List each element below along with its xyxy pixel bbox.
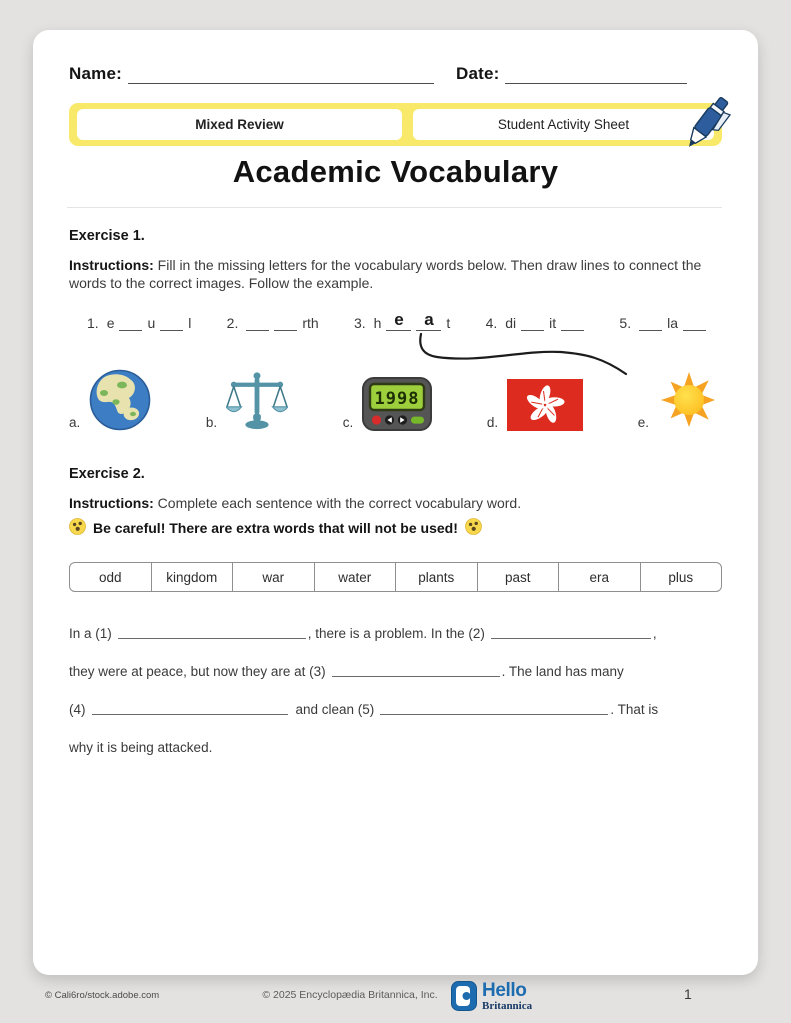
letter-blank-filled: a xyxy=(416,311,441,331)
paragraph-line-1 xyxy=(69,626,722,641)
page-number: 1 xyxy=(684,986,692,1002)
logo-britannica-text: Britannica xyxy=(482,1000,533,1012)
item-text: h xyxy=(373,315,382,331)
britannica-logo-icon xyxy=(451,981,477,1016)
item-number: 1. xyxy=(87,315,99,331)
paragraph-text: why it is being attacked. xyxy=(69,740,213,755)
vocab-item-2 xyxy=(227,311,319,331)
letter-blank xyxy=(119,316,142,331)
exercise2-instructions xyxy=(69,494,722,512)
paragraph-text: , there is a problem. In the (2) xyxy=(307,626,485,641)
image-option-d xyxy=(487,379,583,436)
image-option-a xyxy=(69,369,151,436)
vocab-item-4 xyxy=(486,311,585,331)
paragraph-text: (4) xyxy=(69,702,86,717)
sun-icon xyxy=(658,369,720,436)
instructions-text: Fill in the missing letters for the vocabulary words below. Then draw lines to connect the words to the correct images. Follow the example. xyxy=(69,257,702,292)
credit-center: © 2025 Encyclopædia Britannica, Inc. xyxy=(262,989,438,1001)
letter-blank xyxy=(683,316,706,331)
balance-scale-icon xyxy=(226,371,288,436)
paragraph-text: . That is xyxy=(610,702,659,717)
pager-icon xyxy=(362,377,432,436)
hello-britannica-logo xyxy=(451,981,532,1016)
images-row xyxy=(69,358,722,436)
worksheet-page xyxy=(33,30,758,975)
pager-screen-text: 1998 xyxy=(374,389,420,409)
answer-blank-4 xyxy=(92,704,288,715)
credit-left: © Cali6ro/stock.adobe.com xyxy=(45,990,160,1001)
letter-blank xyxy=(521,316,544,331)
item-text: u xyxy=(147,315,156,331)
letter-blank xyxy=(246,316,269,331)
paragraph-text: In a (1) xyxy=(69,626,112,641)
banner-left-pill: Mixed Review xyxy=(77,109,402,140)
image-option-b xyxy=(206,371,288,436)
word-bank-cell: past xyxy=(478,563,560,591)
banner-right-pill: Student Activity Sheet xyxy=(413,109,714,140)
item-number: 4. xyxy=(485,315,498,331)
answer-blank-2 xyxy=(491,628,651,639)
letter-blank xyxy=(561,316,584,331)
page-title: Academic Vocabulary xyxy=(232,154,559,189)
answer-blank-5 xyxy=(380,704,608,715)
exercise1-instructions xyxy=(69,256,722,293)
word-bank-cell: plus xyxy=(668,569,694,585)
exercise1-heading: Exercise 1. xyxy=(69,228,145,244)
item-text: e xyxy=(106,315,115,331)
image-label: c. xyxy=(342,415,354,430)
name-blank-line xyxy=(128,65,434,84)
name-label: Name: xyxy=(69,64,122,83)
item-text: l xyxy=(188,315,192,331)
warning-text: Be careful! There are extra words that will not be used! xyxy=(93,520,458,536)
paragraph-line-3 xyxy=(69,702,722,717)
item-text: it xyxy=(549,315,557,331)
word-bank-cell: war xyxy=(233,563,315,591)
vocab-items-row xyxy=(69,311,722,331)
instructions-label: Instructions: xyxy=(69,257,154,273)
image-option-e xyxy=(638,369,720,436)
dizzy-face-emoji xyxy=(465,518,482,538)
instructions-text: Complete each sentence with the correct vocabulary word. xyxy=(157,495,522,511)
vocab-item-3 xyxy=(354,311,450,331)
date-blank-line xyxy=(505,65,687,84)
instructions-label: Instructions: xyxy=(69,495,154,511)
name-date-row xyxy=(69,60,722,84)
paragraph-text: they were at peace, but now they are at (3) xyxy=(69,664,326,679)
image-option-c xyxy=(343,377,433,436)
word-bank-cell: water xyxy=(315,563,397,591)
paragraph-line-4 xyxy=(69,740,722,755)
dizzy-face-emoji xyxy=(69,518,86,538)
paragraph-line-2 xyxy=(69,664,722,679)
hong-kong-flag-icon xyxy=(507,379,583,436)
word-bank xyxy=(69,562,722,592)
item-number: 3. xyxy=(353,315,366,331)
paragraph-text: , xyxy=(652,626,657,641)
item-text: di xyxy=(505,315,517,331)
image-label: e. xyxy=(637,415,649,430)
item-number: 5. xyxy=(619,315,632,331)
word-bank-cell: era xyxy=(559,563,641,591)
word-bank-cell: kingdom xyxy=(152,563,234,591)
blue-pen-icon xyxy=(678,91,736,155)
exercise2-heading: Exercise 2. xyxy=(69,466,145,482)
warning-line xyxy=(69,518,722,538)
paragraph-text: . The land has many xyxy=(501,664,624,679)
globe-earth-icon xyxy=(89,369,151,436)
header-banner xyxy=(69,103,722,146)
logo-hello-text: Hello xyxy=(482,980,527,1001)
word-bank-cell: plants xyxy=(396,563,478,591)
letter-blank xyxy=(274,316,297,331)
date-label: Date: xyxy=(455,64,500,83)
answer-blank-3 xyxy=(332,666,500,677)
vocab-item-1 xyxy=(87,311,191,331)
word-bank-cell: odd xyxy=(70,563,152,591)
image-label: b. xyxy=(205,415,218,430)
item-number: 2. xyxy=(226,315,239,331)
item-text: t xyxy=(446,315,451,331)
paragraph-text: and clean (5) xyxy=(295,702,375,717)
vocab-item-5 xyxy=(619,311,706,331)
letter-blank xyxy=(639,316,662,331)
letter-blank xyxy=(160,316,183,331)
letter-blank-filled: e xyxy=(386,311,411,331)
image-label: d. xyxy=(486,415,499,430)
image-label: a. xyxy=(69,415,81,430)
title-divider xyxy=(67,207,722,208)
item-text: la xyxy=(667,315,678,331)
answer-blank-1 xyxy=(118,628,306,639)
item-text: rth xyxy=(302,315,319,331)
